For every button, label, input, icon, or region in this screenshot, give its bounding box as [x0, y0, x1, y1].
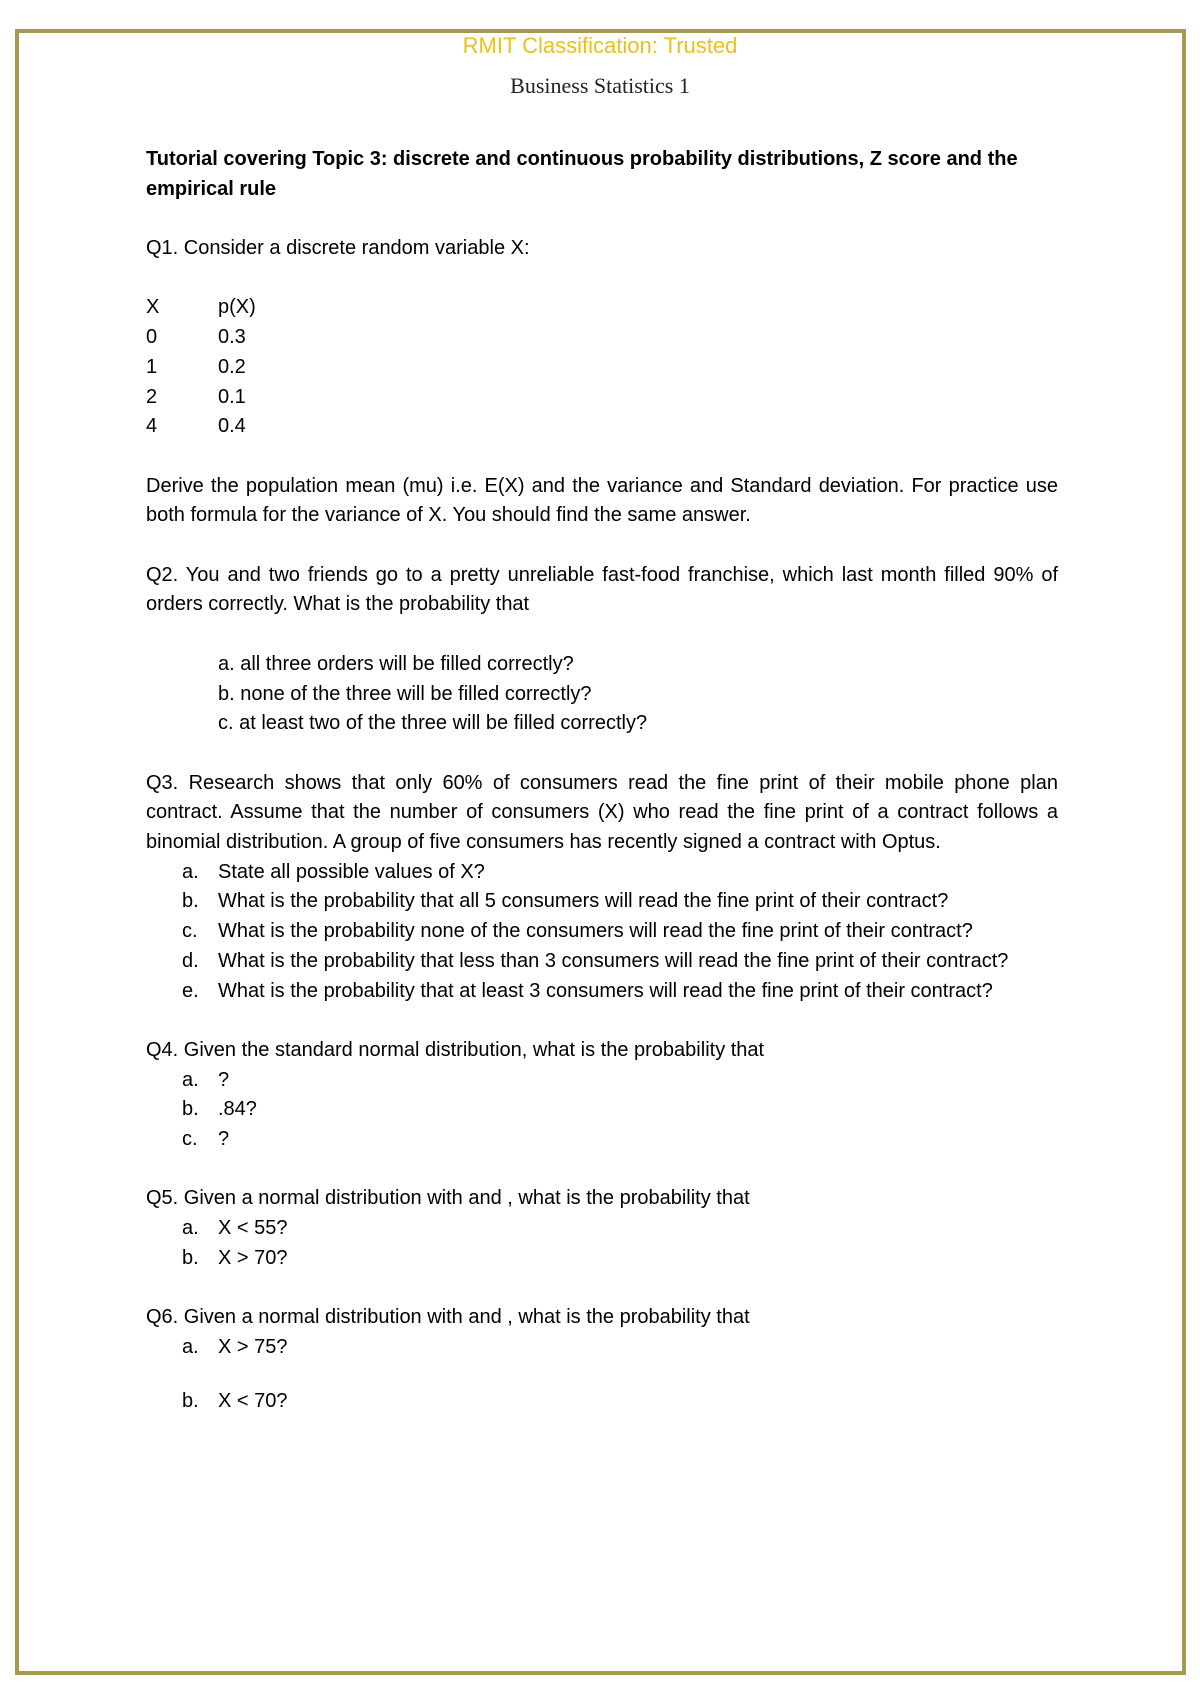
table-row: [146, 383, 1058, 413]
list-text: X < 70?: [218, 1389, 288, 1412]
list-text: .84?: [218, 1098, 257, 1121]
list-text: ?: [218, 1068, 230, 1091]
list-text: What is the probability none of the consumers will read the fine print of their contract?: [218, 920, 973, 943]
list-item: [146, 887, 1058, 917]
q6-list: [146, 1333, 1058, 1416]
q1-col-px: p(X): [218, 296, 256, 319]
list-item: [146, 858, 1058, 888]
list-label: a.: [182, 1068, 199, 1091]
list-label: c.: [182, 1128, 198, 1151]
table-cell: 1: [146, 355, 158, 378]
q4-list: [146, 1066, 1058, 1155]
table-cell: 2: [146, 385, 158, 408]
q4-text: Q4. Given the standard normal distribution, what is the probability that: [146, 1038, 765, 1061]
q2-text: Q2. You and two friends go to a pretty unreliable fast-food franchise, which last month filled 90% of orders correctly. What is the probability that: [146, 563, 1058, 616]
table-row: [146, 412, 1058, 442]
list-item: [146, 917, 1058, 947]
list-item: c. at least two of the three will be filled correctly?: [218, 712, 648, 735]
list-label: a.: [182, 1217, 199, 1240]
list-label: a.: [182, 1335, 199, 1358]
classification-label: RMIT Classification: Trusted: [462, 33, 738, 58]
table-cell: 0: [146, 326, 158, 349]
table-row: [146, 323, 1058, 353]
list-label: b.: [182, 1389, 199, 1412]
q3-list: [146, 858, 1058, 1007]
list-item: [146, 977, 1058, 1007]
q6-text: Q6. Given a normal distribution with and , what is the probability that: [146, 1306, 750, 1329]
list-text: X < 55?: [218, 1217, 288, 1240]
tutorial-heading: Tutorial covering Topic 3: discrete and continuous probability distributions, Z score and the empirical rule: [146, 148, 1018, 200]
q1-text: Derive the population mean (mu) i.e. E(X) and the variance and Standard deviation. For practice use both formula for the variance of X. You should find the same answer.: [146, 474, 1058, 527]
table-cell: 0.3: [218, 326, 246, 349]
list-text: X > 70?: [218, 1246, 288, 1269]
list-text: ?: [218, 1128, 230, 1151]
q3-text: Q3. Research shows that only 60% of consumers read the fine print of their mobile phone plan contract. Assume that the number of consumers (X) who read the fine print of a contract follows a binomial distribution. A group of five consumers has recently signed a contract with Optus.: [146, 771, 1058, 854]
q5-list: [146, 1214, 1058, 1273]
course-title: Business Statistics 1: [510, 73, 690, 98]
list-text: State all possible values of X?: [218, 860, 485, 883]
q1-col-x: X: [146, 296, 160, 319]
list-label: c.: [182, 920, 198, 943]
table-row: [146, 353, 1058, 383]
list-label: b.: [182, 1246, 199, 1269]
list-item: [146, 1333, 1058, 1363]
list-item: [146, 1095, 1058, 1125]
q2-list: [146, 650, 1058, 739]
list-item: a. all three orders will be filled correctly?: [218, 652, 574, 675]
list-item: [146, 1214, 1058, 1244]
table-cell: 0.1: [218, 385, 246, 408]
tutorial-body: [146, 145, 1058, 1416]
q5-text: Q5. Given a normal distribution with and , what is the probability that: [146, 1187, 750, 1210]
list-item: [146, 1066, 1058, 1096]
list-label: a.: [182, 860, 199, 883]
table-cell: 0.2: [218, 355, 246, 378]
q1-table: [146, 293, 1058, 442]
list-label: b.: [182, 1098, 199, 1121]
list-label: e.: [182, 979, 199, 1002]
list-item: [146, 1244, 1058, 1274]
list-item: b. none of the three will be filled correctly?: [218, 682, 592, 705]
q1-intro: Q1. Consider a discrete random variable X:: [146, 237, 530, 260]
list-label: b.: [182, 890, 199, 913]
list-text: What is the probability that all 5 consumers will read the fine print of their contract?: [218, 890, 949, 913]
list-text: What is the probability that at least 3 consumers will read the fine print of their contract?: [218, 979, 993, 1002]
list-item: [146, 947, 1058, 977]
list-text: What is the probability that less than 3 consumers will read the fine print of their contract?: [218, 949, 1009, 972]
list-item: [146, 1125, 1058, 1155]
table-cell: 4: [146, 415, 158, 438]
q1-table-header: [146, 293, 1058, 323]
table-cell: 0.4: [218, 415, 246, 438]
list-label: d.: [182, 949, 199, 972]
list-text: X > 75?: [218, 1335, 288, 1358]
list-item: [146, 1387, 1058, 1417]
